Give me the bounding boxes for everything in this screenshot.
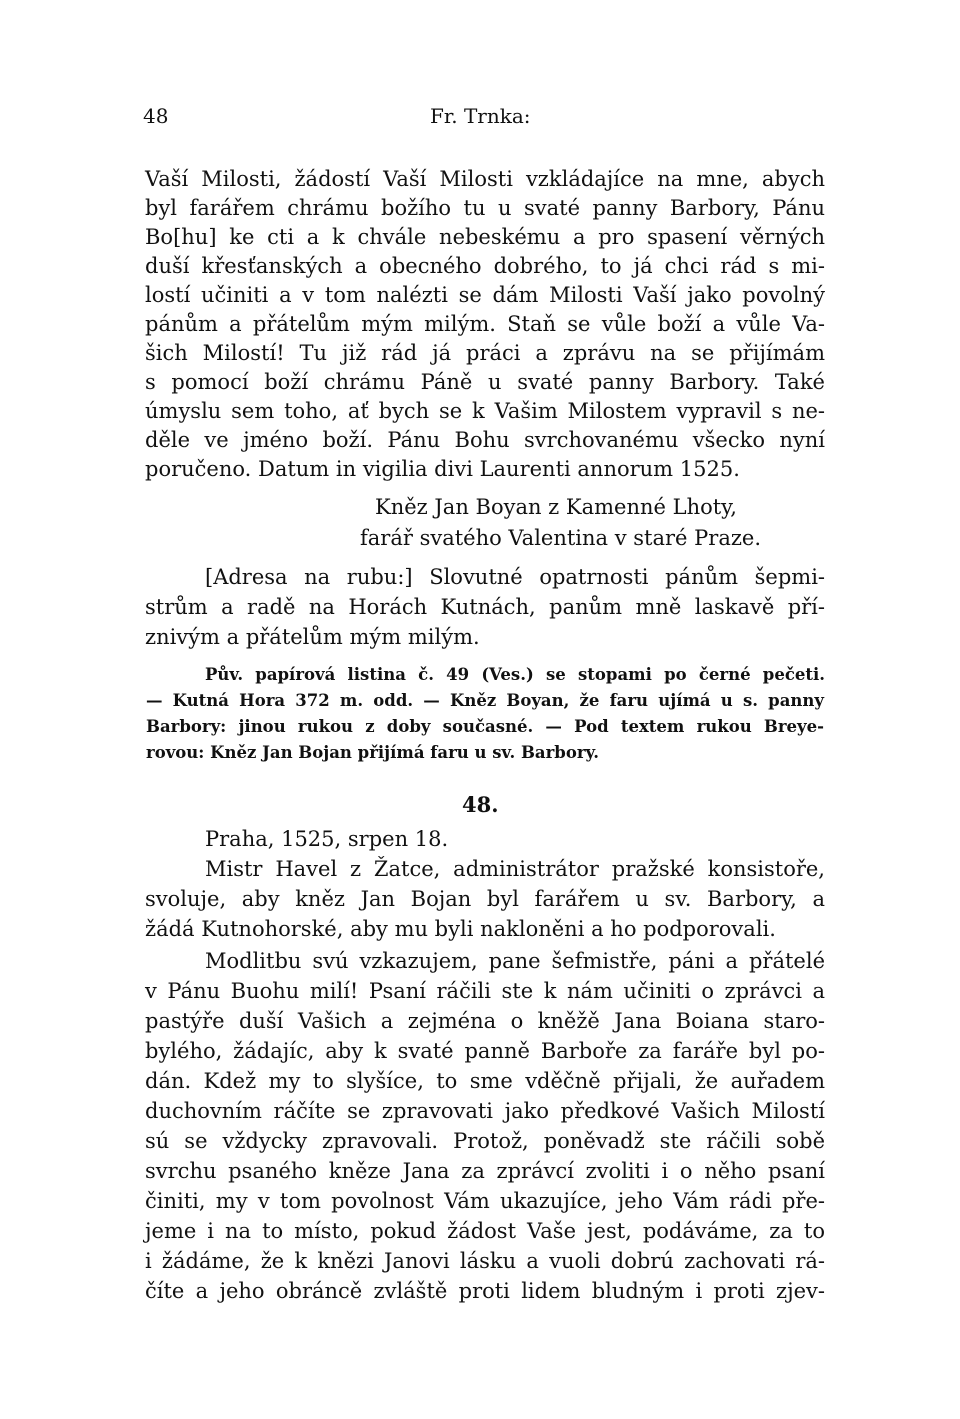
place-date: Praha, 1525, srpen 18. [205, 827, 449, 851]
page-number: 48 [143, 104, 169, 128]
body-line: v Pánu Buohu milí! Psaní ráčili ste k nám učiniti o zprávci a [145, 979, 825, 1003]
summary-line: svoluje, aby kněz Jan Bojan byl farářem u sv. Barbory, a [145, 887, 825, 911]
signature-line: Kněz Jan Boyan z Kamenné Lhoty, [375, 495, 737, 519]
address-line: strům a radě na Horách Kutnách, panům mně laskavě pří- [145, 595, 825, 619]
body-line: duchovním ráčíte se zpravovati jako předkové Vašich Milostí [145, 1099, 825, 1123]
note-line: — Kutná Hora 372 m. odd. — Kněz Boyan, že faru ujímá u s. panny [146, 691, 824, 710]
summary-line: Mistr Havel z Žatce, administrátor pražské konsistoře, [205, 857, 825, 881]
body-line: svrchu psaného kněze Jana za zprávcí zvoliti i o něho psaní [145, 1159, 825, 1183]
address-line: znivým a přátelům mým milým. [145, 625, 480, 649]
running-title: Fr. Trnka: [430, 104, 531, 128]
note-line: Pův. papírová listina č. 49 (Ves.) se stopami po černé pečeti. [205, 665, 825, 684]
letter-line: poručeno. Datum in vigilia divi Laurenti annorum 1525. [145, 457, 740, 481]
summary-line: žádá Kutnohorské, aby mu byli nakloněni a ho podporovali. [145, 917, 776, 941]
body-line: dán. Kdež my to slyšíce, to sme vděčně přijali, že auřadem [145, 1069, 825, 1093]
body-line: i žádáme, že k knězi Janovi lásku a vuoli dobrú zachovati rá- [145, 1249, 825, 1273]
letter-line: šich Milostí! Tu již rád já práci a zprávu na se přijímám [145, 341, 825, 365]
address-line: [Adresa na rubu:] Slovutné opatrnosti pánům šepmi- [205, 565, 825, 589]
letter-line: lostí učiniti a v tom nalézti se dám Milosti Vaší jako povolný [145, 283, 825, 307]
letter-line: s pomocí boží chrámu Páně u svaté panny Barbory. Také [145, 370, 825, 394]
note-line: rovou: Kněz Jan Bojan přijímá faru u sv. Barbory. [146, 743, 599, 762]
note-line: Barbory: jinou rukou z doby současné. — Pod textem rukou Breye- [146, 717, 824, 736]
letter-line: děle ve jméno boží. Pánu Bohu svrchovanému všecko nyní [145, 428, 825, 452]
letter-line: Bo[hu] ke cti a k chvále nebeskému a pro spasení věrných [145, 225, 825, 249]
letter-line: duší křesťanských a obecného dobrého, to já chci rád s mi- [145, 254, 825, 278]
body-line: bylého, žádajíc, aby k svaté panně Barboře za faráře byl po- [145, 1039, 825, 1063]
letter-line: Vaší Milosti, žádostí Vaší Milosti vzkládajíce na mne, abych [145, 167, 825, 191]
body-line: pastýře duší Vašich a zejména o kněžě Jana Boiana staro- [145, 1009, 825, 1033]
body-line: číte a jeho obráncě zvláště proti lidem bludným i proti zjev- [145, 1279, 825, 1303]
document-number: 48. [462, 792, 499, 817]
letter-line: byl farářem chrámu božího tu u svaté panny Barbory, Pánu [145, 196, 825, 220]
letter-line: pánům a přátelům mým milým. Staň se vůle boží a vůle Va- [145, 312, 825, 336]
body-line: jeme i na to místo, pokud žádost Vaše jest, podáváme, za to [145, 1219, 825, 1243]
body-line: sú se vždycky zpravovali. Protož, poněvadž ste ráčili sobě [145, 1129, 825, 1153]
signature-line: farář svatého Valentina v staré Praze. [360, 526, 762, 550]
body-line: činiti, my v tom povolnost Vám ukazujíce, jeho Vám rádi pře- [145, 1189, 825, 1213]
body-line: Modlitbu svú vzkazujem, pane šefmistře, páni a přátelé [205, 949, 825, 973]
letter-line: úmyslu sem toho, ať bych se k Vašim Milostem vypravil s ne- [145, 399, 825, 423]
